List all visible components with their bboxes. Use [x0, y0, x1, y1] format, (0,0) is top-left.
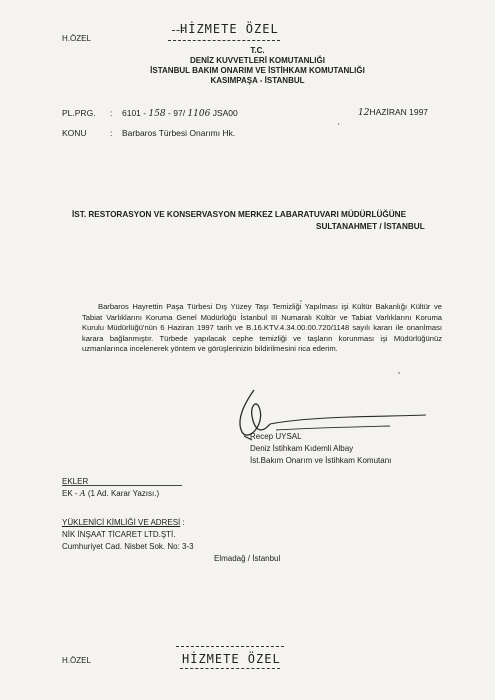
contractor-address-2: Elmadağ / İstanbul — [214, 554, 281, 563]
scan-speck — [300, 300, 302, 302]
reference-value-mid: - 97/ — [168, 108, 186, 118]
enclosures-rule — [62, 485, 182, 486]
letter-date — [358, 107, 428, 118]
recipient-line-1: İST. RESTORASYON VE KONSERVASYON MERKEZ LABARATUVARI MÜDÜRLÜĞÜNE — [72, 210, 407, 219]
signatory-title-1: Deniz İstihkam Kıdemli Albay — [250, 444, 354, 453]
enclosure-item-text: (1 Ad. Karar Yazısı.) — [87, 489, 160, 498]
contractor-heading-text: YÜKLENİCİ KİMLİĞİ VE ADRESİ — [62, 518, 181, 527]
recipient-line-2: SULTANAHMET / İSTANBUL — [316, 222, 425, 231]
date-text: HAZİRAN 1997 — [369, 107, 429, 117]
contractor-name: NİK İNŞAAT TİCARET LTD.ŞTİ. — [62, 530, 176, 539]
reference-value — [122, 108, 238, 119]
classification-top: H.ÖZEL — [62, 34, 91, 43]
letterhead-line-4: KASIMPAŞA - İSTANBUL — [210, 76, 305, 85]
letterhead-line-2: DENİZ KUVVETLERİ KOMUTANLIĞI — [190, 56, 325, 65]
enclosure-item-label: EK - — [62, 489, 78, 498]
contractor-heading-colon: : — [182, 518, 185, 527]
subject-label: KONU — [62, 128, 87, 138]
pen-mark: ′ — [338, 122, 340, 131]
letterhead — [10, 46, 495, 86]
reference-handwritten-1: 158 — [148, 109, 166, 119]
reference-colon: : — [110, 108, 113, 118]
contractor-address-1: Cumhuriyet Cad. Nisbet Sok. No: 3-3 — [62, 542, 194, 551]
letterhead-line-1: T.C. — [250, 46, 265, 55]
stamp-top: HİZMETE ÖZEL — [180, 22, 279, 36]
enclosure-item-handwritten: A — [79, 489, 86, 498]
stamp-bottom: HİZMETE ÖZEL — [182, 652, 281, 666]
reference-handwritten-2: 1106 — [187, 109, 211, 119]
subject-value: Barbaros Türbesi Onarımı Hk. — [122, 128, 236, 138]
body-paragraph: Barbaros Hayrettin Paşa Türbesi Dış Yüzey Taşı Temizliği Yapılması işi Kültür Bakanlığı Kültür ve Tabiat Varlıklarını Koruma Genel Müdürlüğü İstanbul III Numaralı Kültür ve Tabiat Varlıklarını Koruma Kurulu Müdürlüğü'nün 6 Haziran 1997 tarih ve B.16.KTV.4.34.00.00.720/1148 sayılı kararı ile onarılması karara bağlanmıştır. Türbede yapılacak cephe temizliği ve taşların korunması işi Müdürlüğünüz uzmanlarınca incelenerek yöntem ve görüşlerinizin bildirilmesini rica ederim. — [82, 302, 442, 353]
reference-value-post: JSA00 — [212, 108, 238, 118]
letter-body — [82, 302, 442, 355]
enclosures-heading: EKLER — [62, 477, 89, 486]
date-handwritten-day: 12 — [358, 108, 370, 118]
stamp-bottom-overline — [176, 646, 284, 647]
scan-speck — [398, 372, 400, 374]
signatory-title-2: İst.Bakım Onarım ve İstihkam Komutanı — [250, 456, 392, 465]
stamp-top-underline — [168, 40, 280, 41]
reference-label: PL.PRG. — [62, 108, 96, 118]
contractor-heading — [62, 518, 185, 527]
reference-value-pre: 6101 - — [122, 108, 147, 118]
classification-bottom: H.ÖZEL — [62, 656, 91, 665]
enclosure-item — [62, 489, 159, 498]
subject-colon: : — [110, 128, 113, 138]
letterhead-line-3: İSTANBUL BAKIM ONARIM VE İSTİHKAM KOMUTANLIĞI — [150, 66, 365, 75]
stamp-bottom-underline — [180, 668, 280, 669]
signatory-name: Recep UYSAL — [250, 432, 302, 441]
